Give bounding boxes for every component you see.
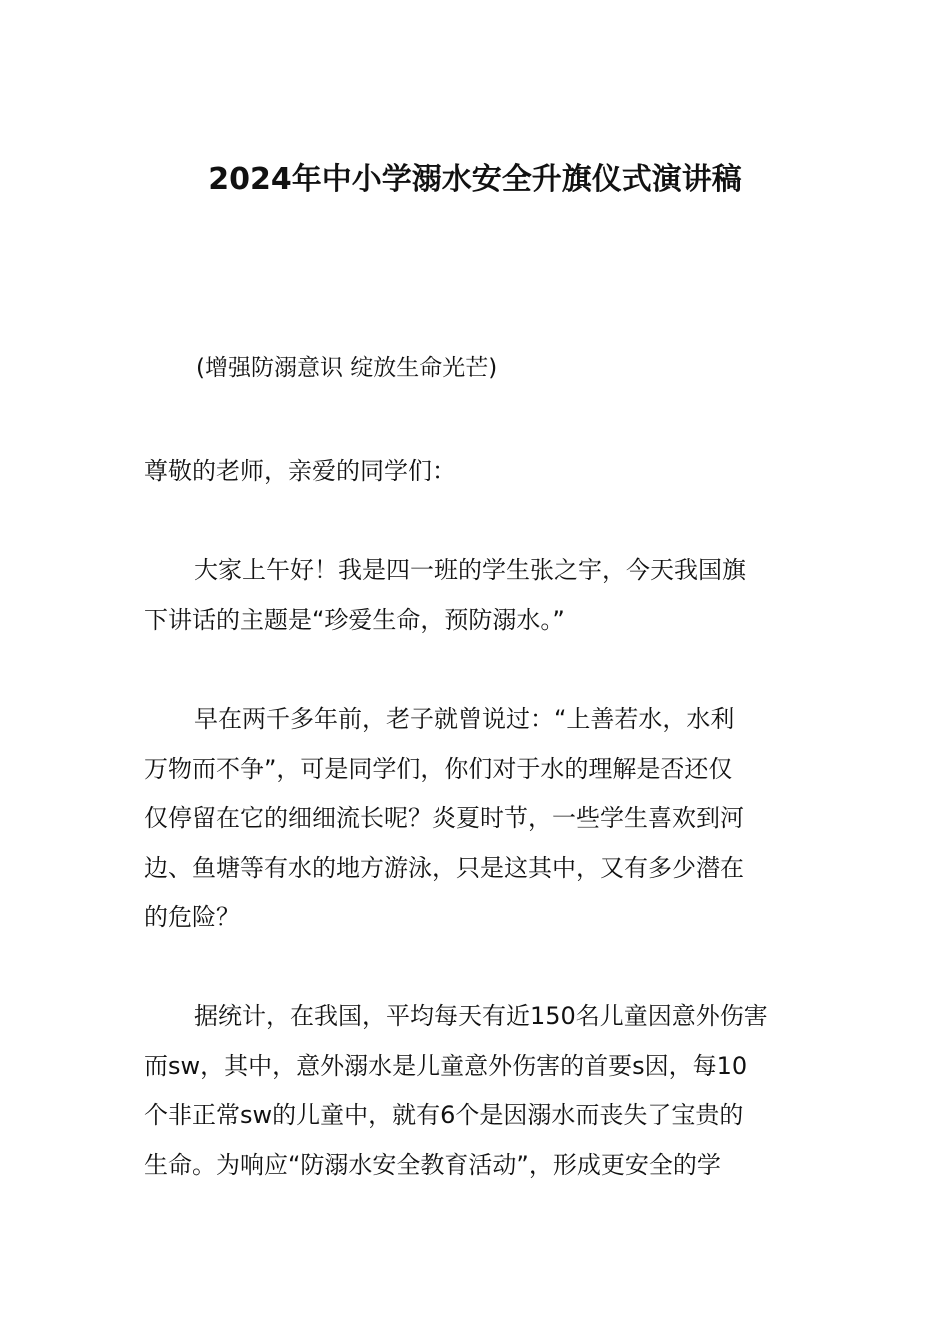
greeting-line — [144, 447, 810, 497]
greeting-text: 尊敬的老师，亲爱的同学们： — [144, 457, 456, 485]
paragraph-line: 个非正常sw的儿童中，就有6个是因溺水而丧失了宝贵的 — [144, 1101, 744, 1129]
document-title: 2024年中小学溺水安全升旗仪式演讲稿 — [208, 162, 742, 197]
document-subtitle: (增强防溺意识 绽放生命光芒) — [196, 355, 498, 381]
paragraph-line: 的危险？ — [144, 903, 240, 931]
paragraph-1 — [144, 546, 810, 645]
paragraph-line: 早在两千多年前，老子就曾说过：“上善若水，水利 — [194, 705, 735, 733]
paragraph-3 — [144, 992, 810, 1190]
paragraph-line: 而sw，其中，意外溺水是儿童意外伤害的首要s因，每10 — [144, 1051, 748, 1080]
paragraph-line: 边、鱼塘等有水的地方游泳，只是这其中，又有多少潜在 — [144, 853, 744, 882]
paragraph-line: 大家上午好！我是四一班的学生张之宇，今天我国旗 — [194, 556, 746, 584]
paragraph-line: 据统计，在我国，平均每天有近150名儿童因意外伤害 — [194, 1002, 768, 1030]
paragraph-line: 万物而不争”，可是同学们，你们对于水的理解是否还仅 — [144, 754, 733, 783]
paragraph-line: 下讲话的主题是“珍爱生命，预防溺水。” — [144, 605, 565, 634]
paragraph-2 — [144, 695, 810, 943]
paragraph-line: 生命。为响应“防溺水安全教育活动”，形成更安全的学 — [144, 1150, 721, 1179]
paragraph-line: 仅停留在它的细细流长呢？炎夏时节，一些学生喜欢到河 — [144, 804, 744, 832]
